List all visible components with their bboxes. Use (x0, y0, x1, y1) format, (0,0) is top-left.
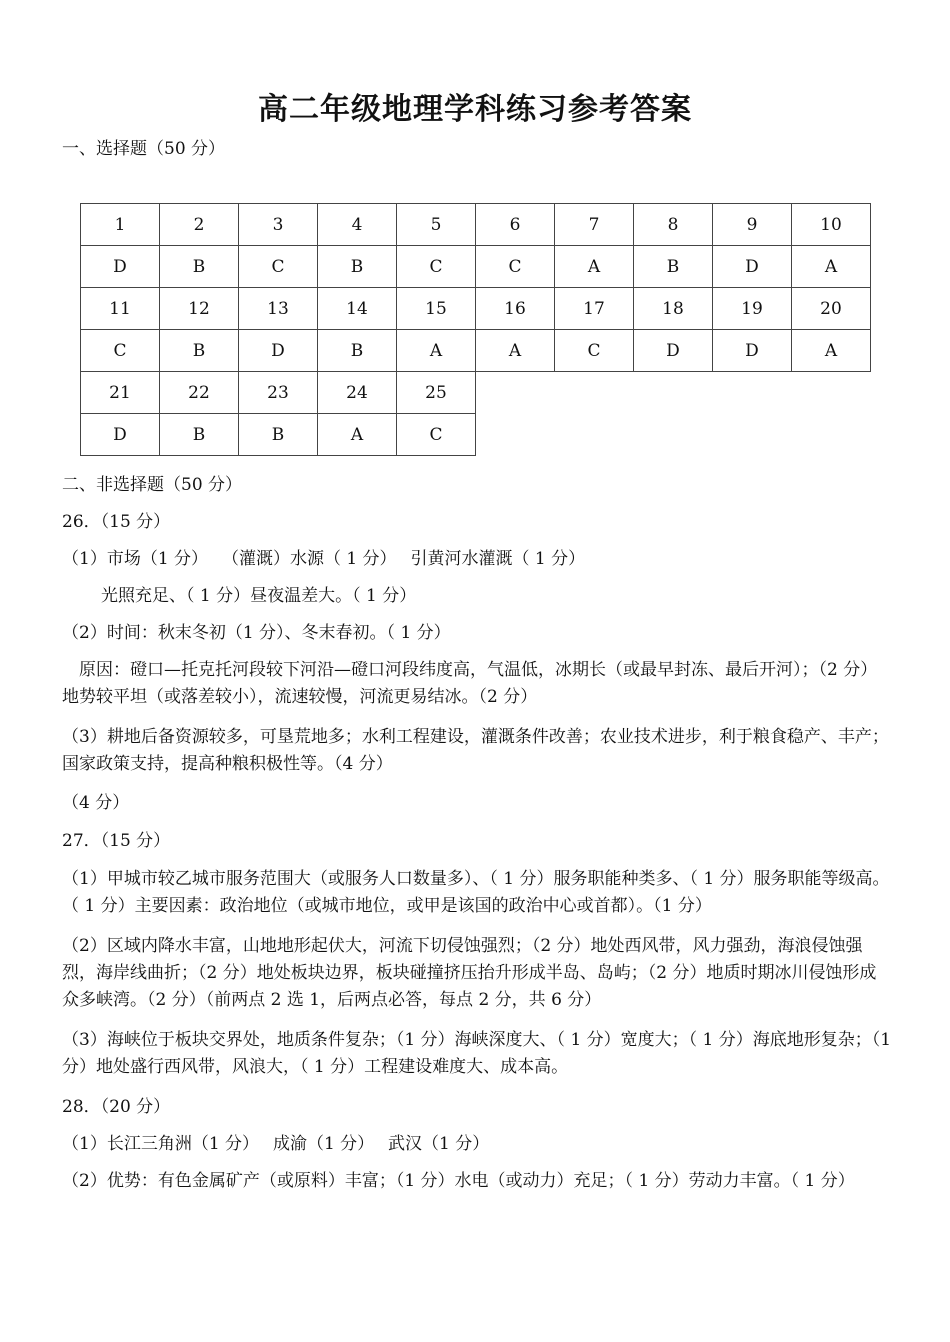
empty-cell (792, 372, 871, 414)
q27-part3: （3）海峡位于板块交界处，地质条件复杂；（1 分）海峡深度大、（ 1 分）宽度大；（ 1 分）海底地形复杂；（1 分）地处盛行西风带，风浪大，（ 1 分）工程建设难度大、成本高。 (62, 1030, 892, 1077)
answer-cell: C (555, 330, 634, 372)
q26-part1-cont: 光照充足、（ 1 分）昼夜温差大。（ 1 分） (84, 586, 417, 606)
question-number-cell: 11 (81, 288, 160, 330)
question-number-cell: 4 (318, 204, 397, 246)
question-number-cell: 6 (476, 204, 555, 246)
question-number-cell: 19 (713, 288, 792, 330)
question-number-cell: 14 (318, 288, 397, 330)
empty-cell (792, 414, 871, 456)
question-number-cell: 20 (792, 288, 871, 330)
answer-cell: A (397, 330, 476, 372)
answer-cell: D (713, 330, 792, 372)
answer-cell: A (476, 330, 555, 372)
answer-cell: C (397, 414, 476, 456)
empty-cell (634, 414, 713, 456)
q26-heading: 26．（15 分） (62, 512, 171, 532)
q27-heading: 27．（15 分） (62, 831, 171, 851)
question-number-cell: 18 (634, 288, 713, 330)
answer-table-row (81, 288, 871, 330)
answer-cell: B (239, 414, 318, 456)
answer-cell: B (160, 330, 239, 372)
answer-cell: D (81, 414, 160, 456)
answer-cell: C (81, 330, 160, 372)
question-number-cell: 9 (713, 204, 792, 246)
answer-table (80, 203, 871, 456)
question-number-cell: 10 (792, 204, 871, 246)
q28-part2: （2）优势：有色金属矿产（或原料）丰富；（1 分）水电（或动力）充足；（ 1 分）劳动力丰富。（ 1 分） (62, 1171, 855, 1191)
answer-cell: D (239, 330, 318, 372)
q26-part1: （1）市场（1 分） （灌溉）水源（ 1 分） 引黄河水灌溉（ 1 分） (62, 549, 586, 569)
answer-cell: A (555, 246, 634, 288)
answer-table-row (81, 246, 871, 288)
answer-table-row (81, 414, 871, 456)
answer-table-row (81, 372, 871, 414)
q26-part4: （4 分） (62, 793, 130, 813)
question-number-cell: 21 (81, 372, 160, 414)
empty-cell (634, 372, 713, 414)
answer-cell: A (318, 414, 397, 456)
question-number-cell: 5 (397, 204, 476, 246)
empty-cell (476, 414, 555, 456)
answer-cell: B (318, 330, 397, 372)
section-1-heading: 一、选择题（50 分） (62, 139, 226, 159)
answer-cell: B (160, 414, 239, 456)
question-number-cell: 16 (476, 288, 555, 330)
answer-cell: A (792, 330, 871, 372)
q28-part1: （1）长江三角洲（1 分） 成渝（1 分） 武汉（1 分） (62, 1134, 490, 1154)
q26-part2-reason: 原因：磴口—托克托河段较下河沿—磴口河段纬度高，气温低，冰期长（或最早封冻、最后开河）；（2 分）地势较平坦（或落差较小），流速较慢，河流更易结冰。（2 分） (62, 660, 878, 707)
answer-cell: D (634, 330, 713, 372)
question-number-cell: 15 (397, 288, 476, 330)
question-number-cell: 1 (81, 204, 160, 246)
question-number-cell: 25 (397, 372, 476, 414)
q27-part2: （2）区域内降水丰富，山地地形起伏大，河流下切侵蚀强烈；（2 分）地处西风带，风力强劲，海浪侵蚀强烈，海岸线曲折；（2 分）地处板块边界，板块碰撞挤压抬升形成半岛、岛屿；（2 分）地质时期冰川侵蚀形成众多峡湾。（2 分）（前两点 2 选 1，后两点必答，每点 2 分，共 6 分） (62, 936, 877, 1010)
answer-cell: B (634, 246, 713, 288)
question-number-cell: 12 (160, 288, 239, 330)
empty-cell (476, 372, 555, 414)
answer-table-row (81, 330, 871, 372)
question-number-cell: 8 (634, 204, 713, 246)
answer-cell: A (792, 246, 871, 288)
answer-cell: B (160, 246, 239, 288)
answer-cell: C (476, 246, 555, 288)
question-number-cell: 24 (318, 372, 397, 414)
answer-cell: D (81, 246, 160, 288)
empty-cell (713, 372, 792, 414)
question-number-cell: 22 (160, 372, 239, 414)
answer-table-row (81, 204, 871, 246)
question-number-cell: 13 (239, 288, 318, 330)
question-number-cell: 23 (239, 372, 318, 414)
empty-cell (713, 414, 792, 456)
answer-cell: B (318, 246, 397, 288)
question-number-cell: 7 (555, 204, 634, 246)
section-2-heading: 二、非选择题（50 分） (62, 475, 243, 495)
question-number-cell: 17 (555, 288, 634, 330)
q28-heading: 28．（20 分） (62, 1097, 171, 1117)
q26-part3: （3）耕地后备资源较多，可垦荒地多；水利工程建设，灌溉条件改善；农业技术进步，利于粮食稳产、丰产；国家政策支持，提高种粮积极性等。（4 分） (62, 727, 889, 774)
answer-cell: C (239, 246, 318, 288)
answer-cell: D (713, 246, 792, 288)
question-number-cell: 2 (160, 204, 239, 246)
q26-part2: （2）时间：秋末冬初（1 分）、冬末春初。（ 1 分） (62, 623, 451, 643)
empty-cell (555, 372, 634, 414)
question-number-cell: 3 (239, 204, 318, 246)
answer-cell: C (397, 246, 476, 288)
empty-cell (555, 414, 634, 456)
page-title: 高二年级地理学科练习参考答案 (258, 92, 692, 127)
q27-part1: （1）甲城市较乙城市服务范围大（或服务人口数量多）、（ 1 分）服务职能种类多、（ 1 分）服务职能等级高。（ 1 分）主要因素：政治地位（或城市地位，或甲是该国的政治中心或首都）。（1 分） (62, 869, 890, 916)
